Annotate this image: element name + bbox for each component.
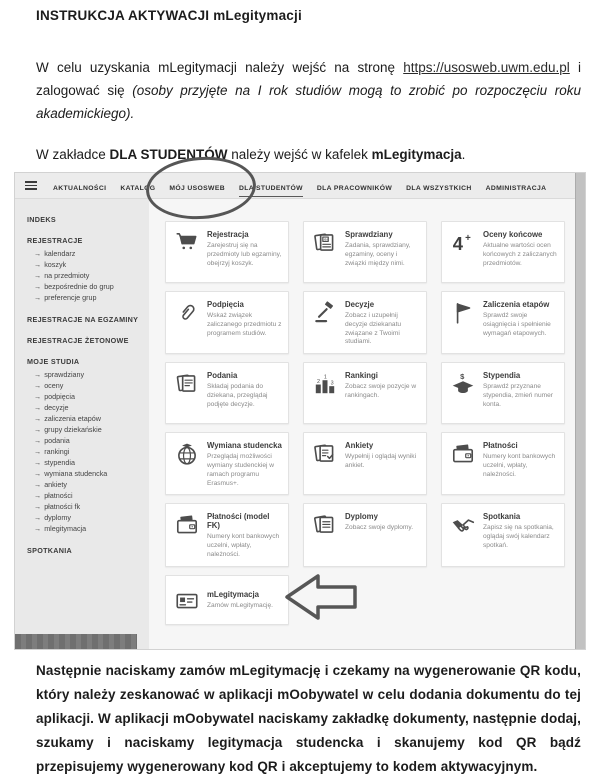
tile-title: Rejestracja: [207, 230, 249, 239]
tile-description: Sprawdź przyznane stypendia, zmień numer konta.: [483, 383, 554, 408]
arrow-right-icon: →: [34, 370, 42, 379]
handshake-icon: [449, 512, 477, 559]
sidebar-item-label: wymiana studencka: [44, 469, 108, 478]
sidebar-item-dyplomy[interactable]: [27, 512, 143, 523]
sidebar-item-koszyk[interactable]: [27, 259, 143, 270]
sidebar-item-label: preferencje grup: [44, 293, 97, 302]
sidebar-item-label: stypendia: [44, 458, 75, 467]
sidebar-item-mlegitymacja[interactable]: [27, 523, 143, 534]
sidebar-item-label: na przedmioty: [44, 271, 90, 280]
intro-text-pre: W celu uzyskania mLegitymacji należy wejść na stronę: [36, 60, 404, 75]
intro-paragraph: [36, 56, 581, 125]
tile-zaliczenia-etapow[interactable]: [441, 291, 565, 354]
nav-menu: [53, 177, 560, 195]
arrow-right-icon: →: [34, 271, 42, 280]
podium-icon: [311, 371, 339, 417]
arrow-right-icon: →: [34, 436, 42, 445]
graded-sheet-icon: [311, 230, 339, 276]
tile-oceny-koncowe[interactable]: [441, 221, 565, 283]
tile-title: Płatności (model FK): [207, 512, 270, 531]
sidebar-item-label: sprawdziany: [44, 370, 85, 379]
svg-text:3: 3: [330, 380, 334, 387]
sidebar-item-label: płatności: [44, 491, 73, 500]
tile-description: Zarejestruj się na przedmioty lub egzaminy, obejrzyj koszyk.: [207, 242, 282, 267]
tile-description: Składaj podania do dziekana, przeglądaj podjęte decyzje.: [207, 383, 268, 408]
step-text-pre: W zakładce: [36, 147, 110, 162]
step-text-end: .: [461, 147, 466, 162]
tile-mlegitymacja[interactable]: [165, 575, 289, 625]
svg-text:2: 2: [316, 379, 320, 386]
sidebar-item-platnosci[interactable]: [27, 490, 143, 501]
usosweb-link[interactable]: https://usosweb.uwm.edu.pl: [403, 60, 570, 75]
tile-description: Sprawdź swoje osiągnięcia i spełnienie wymagań etapowych.: [483, 312, 551, 337]
sidebar-item-oceny[interactable]: [27, 380, 143, 391]
intro-text-mid: i zalogować się: [36, 60, 581, 98]
tile-title: Stypendia: [483, 371, 521, 381]
tile-platnosci-model-fk[interactable]: [165, 503, 289, 566]
tile-title: Spotkania: [483, 512, 521, 522]
tile-description: Zadania, sprawdziany, egzaminy, oceny i związki między nimi.: [345, 242, 411, 267]
grade-4plus-icon: [449, 230, 477, 276]
tile-description: Wskaż związek zaliczanego przedmiotu z programem studiów.: [207, 312, 282, 337]
step-instruction: [36, 143, 581, 166]
sidebar-item-decyzje[interactable]: [27, 402, 143, 413]
intro-text-italic: (osoby przyjęte na I rok studiów mogą to zrobić po rozpoczęciu roku akademickiego).: [36, 83, 581, 121]
page-title: INSTRUKCJA AKTYWACJI mLegitymacji: [36, 8, 302, 23]
sidebar-section-moje-studia[interactable]: MOJE STUDIA: [27, 357, 80, 366]
paperclip-icon: [173, 300, 201, 347]
tile-title: Dyplomy: [345, 512, 378, 522]
wallet-icon: [449, 441, 477, 488]
scan-artifact: [15, 634, 137, 649]
sidebar-item-grupy-dziekanskie[interactable]: [27, 424, 143, 435]
tile-title: Sprawdziany: [345, 230, 393, 239]
sidebar-item-na-przedmioty[interactable]: [27, 270, 143, 281]
sidebar-item-preferencje-grup[interactable]: [27, 292, 143, 303]
tile-title: Wymiana studencka: [207, 441, 282, 451]
tile-platnosci[interactable]: [441, 432, 565, 495]
sidebar-item-label: płatności fk: [44, 502, 81, 511]
nav-item-dla-studentow[interactable]: DLA STUDENTÓW: [239, 179, 303, 197]
tile-description: Zobacz swoje dyplomy.: [345, 524, 414, 532]
tile-description: Wypełnij i oglądaj wyniki ankiet.: [345, 453, 417, 469]
sidebar-section-rejestracje-na-egzaminy[interactable]: REJESTRACJE NA EGZAMINY: [27, 315, 139, 324]
tile-description: Zobacz i uzupełnij decyzje dziekanatu związane z Twoimi studiami.: [345, 312, 402, 346]
sidebar-section-indeks[interactable]: INDEKS: [27, 215, 56, 224]
arrow-right-icon: →: [34, 293, 42, 302]
tile-title: Oceny końcowe: [483, 230, 543, 239]
tile-title: Zaliczenia etapów: [483, 300, 550, 309]
scholarship-icon: [449, 371, 477, 417]
tile-title: mLegitymacja: [207, 590, 260, 600]
sidebar-item-label: koszyk: [44, 260, 67, 269]
tile-description: Numery kont bankowych uczelni, wpłaty, należności.: [483, 453, 556, 478]
sidebar-section-spotkania[interactable]: SPOTKANIA: [27, 546, 73, 555]
svg-text:$: $: [460, 372, 465, 382]
arrow-right-icon: →: [34, 524, 42, 533]
tile-description: Zamów mLegitymację.: [207, 602, 273, 610]
sidebar-item-podpiecia[interactable]: [27, 391, 143, 402]
arrow-right-icon: →: [34, 381, 42, 390]
tile-description: Zobacz swoje pozycje w rankingach.: [345, 383, 417, 399]
sidebar-item-zaliczenia-etapow[interactable]: [27, 413, 143, 424]
nav-item-dla-pracownikow[interactable]: DLA PRACOWNIKÓW: [316, 184, 393, 192]
content-area: [149, 199, 585, 650]
tile-decyzje[interactable]: [303, 291, 427, 354]
sidebar-item-stypendia[interactable]: [27, 457, 143, 468]
sidebar-item-platnosci-fk[interactable]: [27, 501, 143, 512]
tile-description: Aktualne wartości ocen końcowych z zaliczanych przedmiotów.: [483, 242, 557, 267]
tile-grid: [165, 221, 577, 625]
tile-description: Przeglądaj możliwości wymiany studenckiej w ramach programu Erasmus+.: [207, 453, 275, 487]
sidebar-section-rejestracje[interactable]: REJESTRACJE: [27, 236, 83, 245]
sidebar-item-label: bezpośrednie do grup: [44, 282, 114, 291]
wallet-icon: [173, 512, 201, 559]
sidebar-item-label: rankingi: [44, 447, 70, 456]
arrow-right-icon: →: [34, 249, 42, 258]
usosweb-screenshot: [14, 172, 586, 650]
step-tab-name: DLA STUDENTÓW: [109, 147, 228, 162]
sidebar-item-kalendarz[interactable]: [27, 248, 143, 259]
tile-wymiana-studencka[interactable]: [165, 432, 289, 495]
flag-icon: [449, 300, 477, 347]
tile-ankiety[interactable]: [303, 432, 427, 495]
tile-sprawdziany[interactable]: [303, 221, 427, 283]
sidebar-item-label: zaliczenia etapów: [44, 414, 101, 423]
hamburger-icon[interactable]: [25, 181, 37, 190]
arrow-right-icon: →: [34, 502, 42, 511]
arrow-right-icon: →: [34, 392, 42, 401]
sidebar-item-label: podpięcia: [44, 392, 75, 401]
arrow-right-icon: →: [34, 480, 42, 489]
tile-spotkania[interactable]: [441, 503, 565, 566]
arrow-right-icon: →: [34, 491, 42, 500]
documents-icon: [173, 371, 201, 417]
arrow-right-icon: →: [34, 282, 42, 291]
tile-title: Podania: [207, 371, 238, 381]
cart-icon: [173, 230, 201, 276]
nav-item-katalog[interactable]: KATALOG: [120, 184, 156, 192]
tile-rankingi[interactable]: [303, 362, 427, 424]
tile-title: Rankingi: [345, 371, 378, 381]
sidebar-item-label: kalendarz: [44, 249, 76, 258]
tile-title: Podpięcia: [207, 300, 244, 309]
sidebar-item-label: dyplomy: [44, 513, 71, 522]
svg-text:+: +: [465, 232, 471, 244]
arrow-right-icon: →: [34, 414, 42, 423]
tile-rejestracja[interactable]: [165, 221, 289, 283]
final-paragraph: Następnie naciskamy zamów mLegitymację i czekamy na wygenerowanie QR kodu, który należy zeskanować w aplikacji mOobywatel w celu dodania dokumentu do tej aplikacji. W aplikacji mOobywatel naciskamy zakładkę dokumenty, następnie dodaj, szukamy i naciskamy legitymacja studencka i skanujemy kod QR bądź przepisujemy wygenerowany kod QR i akceptujemy to kodem aktywacyjnym.: [36, 663, 581, 774]
sidebar-item-label: mlegitymacja: [44, 524, 87, 533]
sidebar: [15, 199, 149, 650]
tile-description: Numery kont bankowych uczelni, wpłaty, należności.: [207, 533, 280, 558]
id-card-icon: [173, 588, 201, 614]
sidebar-item-bezposrednie-do-grup[interactable]: [27, 281, 143, 292]
sidebar-section-rejestracje-zetonowe[interactable]: REJESTRACJE ŻETONOWE: [27, 336, 129, 345]
nav-item-aktualnosci[interactable]: AKTUALNOŚCI: [53, 184, 107, 192]
tile-stypendia[interactable]: [441, 362, 565, 424]
sidebar-item-label: oceny: [44, 381, 64, 390]
sidebar-item-label: decyzje: [44, 403, 69, 412]
tile-title: Płatności: [483, 441, 518, 451]
gavel-icon: [311, 300, 339, 347]
sidebar-item-ankiety[interactable]: [27, 479, 143, 490]
sidebar-item-label: ankiety: [44, 480, 67, 489]
portal-body: [15, 199, 585, 650]
window-scrollbar[interactable]: [575, 173, 585, 649]
diplomas-icon: [311, 512, 339, 559]
arrow-right-icon: →: [34, 403, 42, 412]
sidebar-item-rankingi[interactable]: [27, 446, 143, 457]
sidebar-item-podania[interactable]: [27, 435, 143, 446]
arrow-right-icon: →: [34, 458, 42, 467]
arrow-right-icon: →: [34, 469, 42, 478]
survey-check-icon: [311, 441, 339, 488]
tile-description: Zapisz się na spotkania, oglądaj swój kalendarz spotkań.: [483, 524, 554, 549]
arrow-right-icon: →: [34, 447, 42, 456]
svg-text:1: 1: [323, 374, 327, 381]
svg-text:4+: 4+: [323, 236, 329, 242]
nav-item-moj-usosweb[interactable]: MÓJ USOSWEB: [169, 184, 225, 192]
tile-podania[interactable]: [165, 362, 289, 424]
tile-title: Decyzje: [345, 300, 375, 309]
nav-item-administracja[interactable]: ADMINISTRACJA: [485, 184, 547, 192]
nav-item-dla-wszystkich[interactable]: DLA WSZYSTKICH: [406, 184, 472, 192]
globe-cap-icon: [173, 441, 201, 488]
arrow-right-icon: →: [34, 513, 42, 522]
svg-text:4: 4: [452, 233, 463, 255]
tile-title: Ankiety: [345, 441, 374, 451]
sidebar-item-wymiana-studencka[interactable]: [27, 468, 143, 479]
top-navbar: [15, 173, 585, 199]
step-text-mid: należy wejść w kafelek: [227, 147, 372, 162]
arrow-right-icon: →: [34, 260, 42, 269]
arrow-right-icon: →: [34, 425, 42, 434]
sidebar-item-sprawdziany[interactable]: [27, 369, 143, 380]
step-tile-name: mLegitymacja: [371, 147, 462, 162]
sidebar-item-label: podania: [44, 436, 70, 445]
tile-dyplomy[interactable]: [303, 503, 427, 566]
tile-podpiecia[interactable]: [165, 291, 289, 354]
sidebar-item-label: grupy dziekańskie: [44, 425, 102, 434]
